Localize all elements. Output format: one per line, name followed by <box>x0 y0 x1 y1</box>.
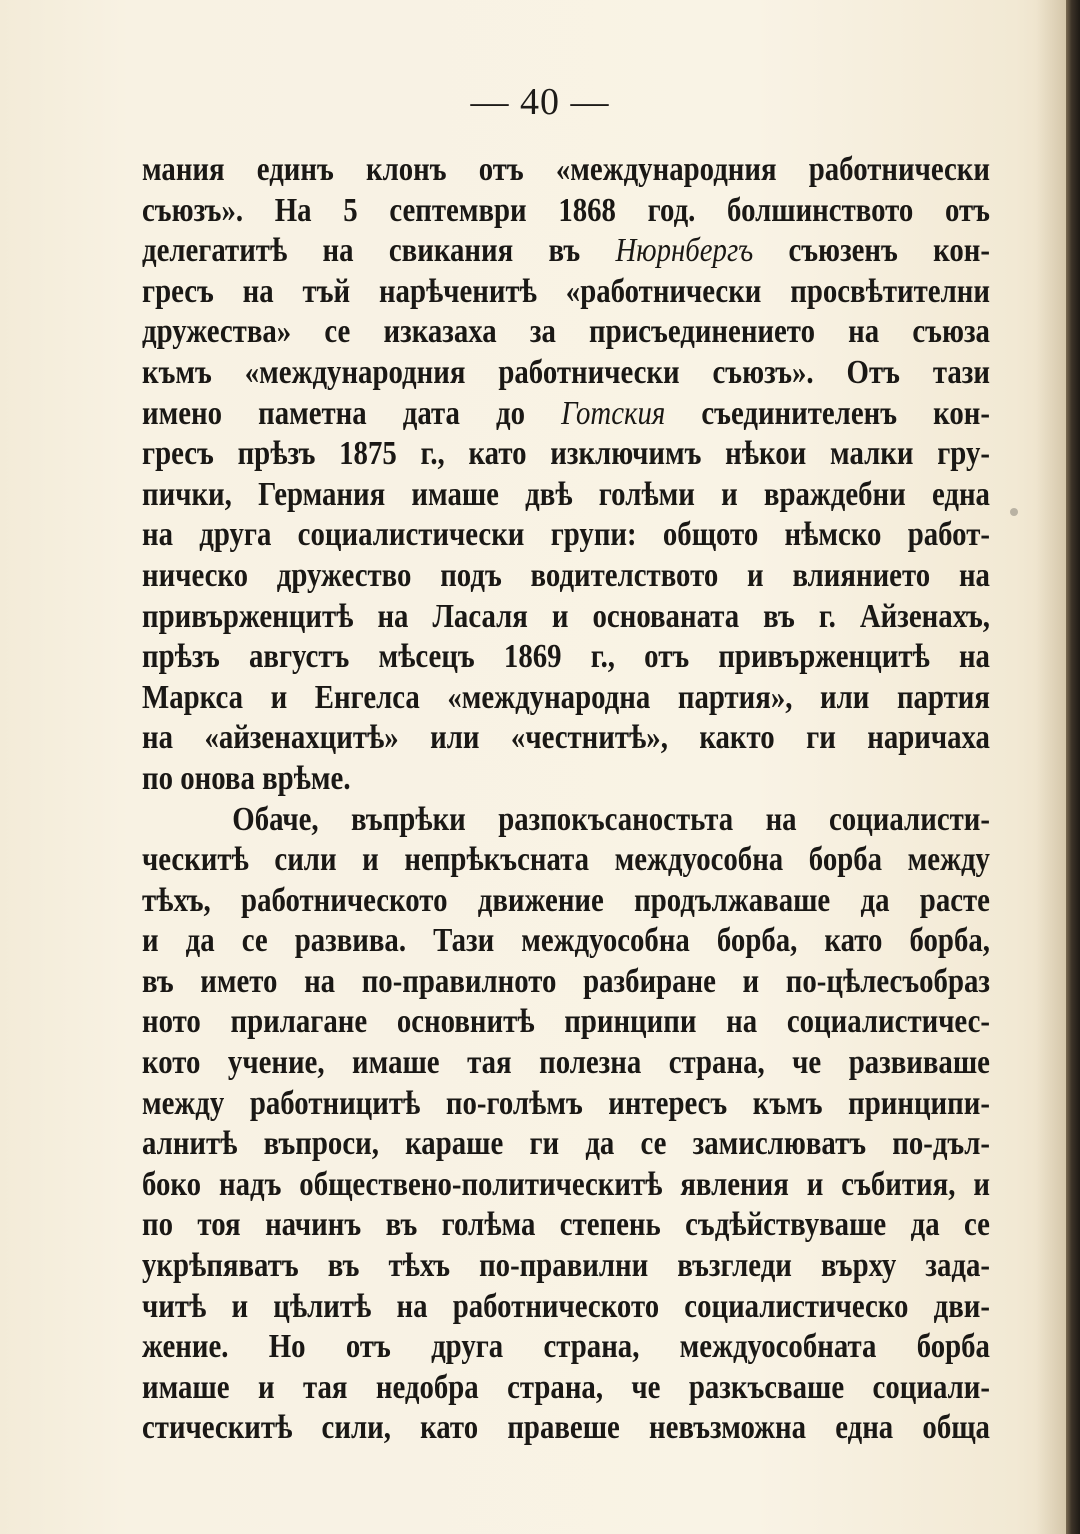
line-text: кото учение, имаше тая полезна страна, че развиваше <box>142 1044 990 1082</box>
text-line <box>142 597 990 638</box>
text-line <box>142 718 990 759</box>
line-text: между работницитѣ по-голѣмъ интересъ къмъ принципи- <box>142 1084 990 1122</box>
line-text: прѣзъ августъ мѣсецъ 1869 г., отъ привърженцитѣ на <box>142 638 990 676</box>
text-line <box>142 1287 990 1328</box>
text-line <box>142 1043 990 1084</box>
text-line <box>142 515 990 556</box>
line-text: на «айзенахцитѣ» или «честнитѣ», както ги наричаха <box>142 719 990 757</box>
line-text: въ името на по-правилното разбиране и по-цѣлесъобраз <box>142 962 990 1000</box>
line-text: и да се развива. Тази междуособна борба, като борба, <box>142 922 990 960</box>
line-text: ното прилагане основнитѣ принципи на социалистичес- <box>142 1003 990 1041</box>
text-line <box>142 556 990 597</box>
line-text: имено паметна дата до <box>142 394 562 432</box>
text-line <box>142 1368 990 1409</box>
page-gutter-shadow <box>1036 0 1066 1534</box>
text-line <box>142 150 990 191</box>
line-text: съюзъ». На 5 септември 1868 год. болшинството отъ <box>142 191 990 229</box>
line-text: гресъ прѣзъ 1875 г., като изключимъ нѣкои малки гру- <box>142 435 990 473</box>
text-line <box>142 759 990 800</box>
line-text: жение. Но отъ друга страна, междуособната борба <box>142 1328 990 1366</box>
line-text: по онова врѣме. <box>142 759 351 797</box>
paper-spot <box>1010 508 1018 516</box>
line-text: пички, Германия имаше двѣ голѣми и враждебни една <box>142 475 990 513</box>
line-text: дружества» се изказаха за присъединението на съюза <box>142 313 990 351</box>
line-text: ническо дружество подъ водителството и влиянието на <box>142 556 990 594</box>
italic-text: Готския <box>561 394 666 432</box>
text-line <box>142 921 990 962</box>
page-number: — 40 — <box>470 81 610 123</box>
text-line <box>142 394 990 435</box>
text-line <box>142 1408 990 1449</box>
line-text: по тоя начинъ въ голѣма степень съдѣйствуваше да се <box>142 1206 990 1244</box>
line-text: делегатитѣ на свикания въ <box>142 232 616 270</box>
text-line <box>142 1084 990 1125</box>
text-line <box>142 312 990 353</box>
text-line <box>142 840 990 881</box>
text-line <box>142 1124 990 1165</box>
text-line <box>142 434 990 475</box>
text-line <box>142 881 990 922</box>
line-text: ческитѣ сили и непрѣкъсната междуособна борба между <box>142 841 990 879</box>
line-text: стическитѣ сили, като правеше невъзможна една обща <box>142 1409 990 1447</box>
text-line <box>142 678 990 719</box>
line-text: къмъ «международния работнически съюзъ». Отъ тази <box>142 353 990 391</box>
text-line <box>142 1246 990 1287</box>
line-text: Обаче, въпрѣки разпокъсаностьта на социалисти- <box>232 800 990 838</box>
text-line <box>142 637 990 678</box>
text-line <box>142 1327 990 1368</box>
text-line <box>142 1002 990 1043</box>
text-line <box>142 800 990 841</box>
line-text: съединителенъ кон- <box>665 394 990 432</box>
line-text: тѣхъ, работническото движение продължаваше да расте <box>142 881 990 919</box>
italic-text: Нюрнбергъ <box>615 232 754 270</box>
line-text: имаше и тая недобра страна, че разкъсваше социали- <box>142 1368 990 1406</box>
text-line <box>142 962 990 1003</box>
text-line <box>142 475 990 516</box>
line-text: читѣ и цѣлитѣ на работническото социалистическо дви- <box>142 1287 990 1325</box>
book-spine <box>1066 0 1080 1534</box>
line-text: съюзенъ кон- <box>753 232 990 270</box>
line-text: на друга социалистически групи: общото нѣмско работ- <box>142 516 990 554</box>
line-text: алнитѣ въпроси, караше ги да се замислюватъ по-дъл- <box>142 1125 990 1163</box>
line-text: боко надъ обществено-политическитѣ явления и събития, и <box>142 1165 990 1203</box>
text-line <box>142 353 990 394</box>
text-line <box>142 191 990 232</box>
line-text: мания единъ клонъ отъ «международния работнически <box>142 151 990 188</box>
text-line <box>142 1205 990 1246</box>
line-text: укрѣпяватъ въ тѣхъ по-правилни възгледи върху зада- <box>142 1247 990 1285</box>
text-line <box>142 1165 990 1206</box>
line-text: привърженцитѣ на Ласаля и основаната въ г. Айзенахъ, <box>142 597 990 635</box>
text-line <box>142 231 990 272</box>
line-text: гресъ на тъй нарѣченитѣ «работнически просвѣтителни <box>142 272 990 310</box>
line-text: Маркса и Енгелса «международна партия», или партия <box>142 678 990 716</box>
text-line <box>142 272 990 313</box>
body-text <box>142 150 990 1449</box>
